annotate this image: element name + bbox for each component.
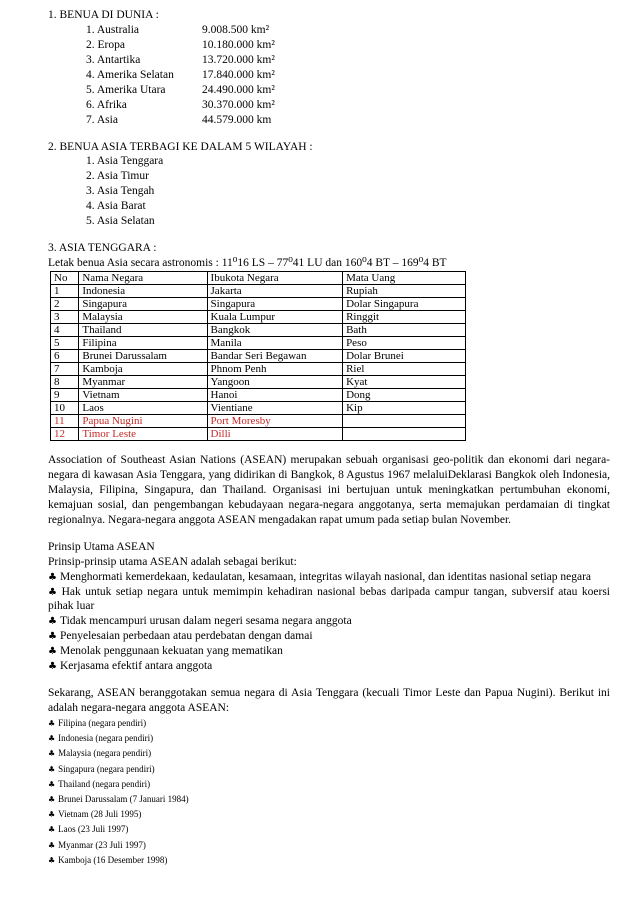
table-cell: Jakarta	[207, 285, 343, 298]
table-cell	[343, 428, 466, 441]
table-cell: Ringgit	[343, 311, 466, 324]
continent-name: 2. Eropa	[86, 38, 125, 51]
section-asia-regions	[48, 140, 610, 230]
table-cell: Brunei Darussalam	[79, 350, 207, 363]
table-cell: 12	[51, 428, 79, 441]
members-block	[48, 686, 610, 868]
table-cell: Singapura	[79, 298, 207, 311]
region-item: 1. Asia Tenggara	[86, 155, 164, 168]
table-cell: 3	[51, 311, 79, 324]
member-text: Malaysia (negara pendiri)	[58, 748, 152, 759]
club-bullet-icon: ♣	[48, 855, 56, 865]
table-header-row	[51, 272, 466, 285]
table-row	[51, 428, 466, 441]
table-cell: Kamboja	[79, 363, 207, 376]
club-bullet-icon: ♣	[48, 779, 56, 789]
club-bullet-icon: ♣	[48, 825, 56, 835]
club-bullet-icon: ♣	[48, 616, 57, 628]
continent-area: 24.490.000 km²	[202, 83, 275, 96]
continent-area: 10.180.000 km²	[202, 38, 275, 51]
table-cell: Kip	[343, 402, 466, 415]
club-bullet-icon: ♣	[48, 734, 56, 744]
country-table	[50, 271, 466, 441]
continent-area: 17.840.000 km²	[202, 68, 275, 81]
table-cell: 1	[51, 285, 79, 298]
table-cell	[343, 415, 466, 428]
continent-row	[86, 23, 610, 38]
continent-area: 44.579.000 km	[202, 113, 272, 126]
table-cell: Yangoon	[207, 376, 343, 389]
table-cell: 8	[51, 376, 79, 389]
table-row	[51, 415, 466, 428]
asean-paragraph-block	[48, 453, 610, 528]
principle-item	[48, 629, 610, 644]
continent-name: 1. Australia	[86, 23, 140, 36]
table-row	[51, 389, 466, 402]
club-bullet-icon: ♣	[48, 586, 59, 598]
table-row	[51, 350, 466, 363]
table-cell: 10	[51, 402, 79, 415]
continent-row	[86, 113, 610, 128]
table-cell: Riel	[343, 363, 466, 376]
table-row	[51, 285, 466, 298]
member-item	[48, 807, 610, 822]
table-cell: 7	[51, 363, 79, 376]
continent-area: 13.720.000 km²	[202, 53, 275, 66]
principle-text: Menolak penggunaan kekuatan yang mematikan	[59, 645, 283, 658]
member-item	[48, 838, 610, 853]
table-cell: Vientiane	[207, 402, 343, 415]
member-item	[48, 777, 610, 792]
continent-row	[86, 68, 610, 83]
club-bullet-icon: ♣	[48, 719, 56, 728]
member-text: Filipina (negara pendiri)	[58, 718, 147, 728]
principles-title: Prinsip Utama ASEAN	[48, 540, 155, 553]
principle-text: Kerjasama efektif antara anggota	[59, 660, 213, 673]
table-cell: Kuala Lumpur	[207, 311, 343, 324]
section-continents	[48, 8, 610, 128]
member-text: Myanmar (23 Juli 1997)	[58, 839, 146, 850]
member-text: Thailand (negara pendiri)	[58, 778, 151, 789]
principles-intro: Prinsip-prinsip utama ASEAN adalah sebagai berikut:	[48, 555, 297, 568]
club-bullet-icon: ♣	[48, 631, 57, 643]
table-cell: Papua Nugini	[79, 415, 207, 428]
principle-item	[48, 570, 610, 585]
member-item	[48, 716, 610, 731]
table-cell: Singapura	[207, 298, 343, 311]
table-header-cell: Mata Uang	[343, 272, 466, 285]
table-cell: Vietnam	[79, 389, 207, 402]
table-header-cell: Ibukota Negara	[207, 272, 343, 285]
table-row	[51, 363, 466, 376]
table-cell: Timor Leste	[79, 428, 207, 441]
principle-text: Hak untuk setiap negara untuk memimpin kehadiran nasional bebas daripada campur tangan, subversif atau koersi pihak luar	[48, 585, 610, 613]
table-cell: Laos	[79, 402, 207, 415]
section-title: 2. BENUA ASIA TERBAGI KE DALAM 5 WILAYAH :	[48, 140, 313, 153]
continent-name: 5. Amerika Utara	[86, 83, 166, 96]
table-cell: Dilli	[207, 428, 343, 441]
table-row	[51, 298, 466, 311]
section-title: 1. BENUA DI DUNIA :	[48, 9, 159, 21]
table-cell: 2	[51, 298, 79, 311]
principle-item	[48, 644, 610, 659]
table-cell: Manila	[207, 337, 343, 350]
document-page	[48, 8, 610, 868]
member-text: Singapura (negara pendiri)	[58, 763, 155, 774]
members-list	[48, 716, 610, 868]
table-cell: 6	[51, 350, 79, 363]
continent-row	[86, 53, 610, 68]
club-bullet-icon: ♣	[48, 840, 56, 850]
table-cell: Malaysia	[79, 311, 207, 324]
continent-row	[86, 98, 610, 113]
continent-row	[86, 83, 610, 98]
region-item: 2. Asia Timur	[86, 170, 149, 183]
region-list	[86, 154, 610, 229]
member-text: Kamboja (16 Desember 1998)	[58, 854, 168, 865]
club-bullet-icon: ♣	[48, 810, 56, 820]
table-cell: Thailand	[79, 324, 207, 337]
table-row	[51, 376, 466, 389]
member-item	[48, 822, 610, 837]
table-cell: Hanoi	[207, 389, 343, 402]
member-text: Laos (23 Juli 1997)	[58, 824, 129, 835]
table-row	[51, 337, 466, 350]
table-header-cell: No	[51, 272, 79, 285]
member-item	[48, 853, 610, 868]
asean-paragraph: Association of Southeast Asian Nations (ASEAN) merupakan sebuah organisasi geo-politik dan ekonomi dari negara-negara di kawasan Asia Tenggara, yang didirikan di Bangkok, 8 Agustus 1967 melaluiDeklarasi Bangkok oleh Indonesia, Malaysia, Filipina, Singapura, dan Thailand. Organisasi ini bertujuan untuk meningkatkan pertumbuhan ekonomi, kemajuan sosial, dan pengembangan kebudayaan negara-negara anggotanya, serta memajukan perdamaian di tingkat regionalnya. Negara-negara anggota ASEAN mengadakan rapat umum pada setiap bulan November.	[48, 454, 610, 526]
table-row	[51, 311, 466, 324]
continent-list	[86, 23, 610, 128]
table-cell: Dolar Singapura	[343, 298, 466, 311]
table-cell: Phnom Penh	[207, 363, 343, 376]
continent-name: 3. Antartika	[86, 53, 141, 66]
member-item	[48, 792, 610, 807]
club-bullet-icon: ♣	[48, 764, 56, 774]
member-item	[48, 731, 610, 746]
club-bullet-icon: ♣	[48, 795, 56, 805]
member-item	[48, 746, 610, 761]
table-cell: Myanmar	[79, 376, 207, 389]
member-item	[48, 762, 610, 777]
region-item: 3. Asia Tengah	[86, 185, 155, 198]
principle-item	[48, 614, 610, 629]
table-cell: Dolar Brunei	[343, 350, 466, 363]
principle-text: Penyelesaian perbedaan atau perdebatan dengan damai	[59, 630, 313, 643]
club-bullet-icon: ♣	[48, 749, 56, 759]
table-cell: Port Moresby	[207, 415, 343, 428]
continent-name: 6. Afrika	[86, 98, 127, 111]
members-paragraph: Sekarang, ASEAN beranggotakan semua negara di Asia Tenggara (kecuali Timor Leste dan Papua Nugini). Berikut ini adalah negara-negara anggota ASEAN:	[48, 687, 610, 715]
principle-item	[48, 585, 610, 615]
principle-item	[48, 659, 610, 674]
table-cell: Filipina	[79, 337, 207, 350]
table-cell: Kyat	[343, 376, 466, 389]
table-cell: 9	[51, 389, 79, 402]
principles-block	[48, 540, 610, 674]
principle-text: Tidak mencampuri urusan dalam negeri sesama negara anggota	[59, 615, 352, 628]
member-text: Indonesia (negara pendiri)	[58, 733, 154, 744]
region-item: 5. Asia Selatan	[86, 215, 155, 228]
table-cell: 11	[51, 415, 79, 428]
principle-text: Menghormati kemerdekaan, kedaulatan, kesamaan, integritas wilayah nasional, dan identitas nasional setiap negara	[59, 570, 592, 583]
principles-list	[48, 570, 610, 675]
club-bullet-icon: ♣	[48, 646, 57, 658]
continent-name: 4. Amerika Selatan	[86, 68, 174, 81]
club-bullet-icon: ♣	[48, 661, 57, 673]
member-text: Vietnam (28 Juli 1995)	[58, 809, 142, 820]
table-cell: Bangkok	[207, 324, 343, 337]
table-row	[51, 402, 466, 415]
continent-area: 30.370.000 km²	[202, 98, 275, 111]
section-title: 3. ASIA TENGGARA :	[48, 242, 157, 255]
table-cell: Bandar Seri Begawan	[207, 350, 343, 363]
continent-name: 7. Asia	[86, 113, 118, 126]
region-item: 4. Asia Barat	[86, 200, 146, 213]
table-cell: Dong	[343, 389, 466, 402]
table-cell: Peso	[343, 337, 466, 350]
member-text: Brunei Darussalam (7 Januari 1984)	[58, 794, 189, 805]
table-header-cell: Nama Negara	[79, 272, 207, 285]
table-cell: Bath	[343, 324, 466, 337]
table-cell: Indonesia	[79, 285, 207, 298]
astronomic-location: Letak benua Asia secara astronomis : 11⁰16 LS – 77⁰41 LU dan 160⁰4 BT – 169⁰4 BT	[48, 257, 447, 270]
table-cell: 5	[51, 337, 79, 350]
club-bullet-icon: ♣	[48, 571, 57, 583]
section-southeast-asia	[48, 241, 610, 441]
continent-row	[86, 38, 610, 53]
continent-area: 9.008.500 km²	[202, 23, 270, 36]
table-row	[51, 324, 466, 337]
table-cell: Rupiah	[343, 285, 466, 298]
table-cell: 4	[51, 324, 79, 337]
